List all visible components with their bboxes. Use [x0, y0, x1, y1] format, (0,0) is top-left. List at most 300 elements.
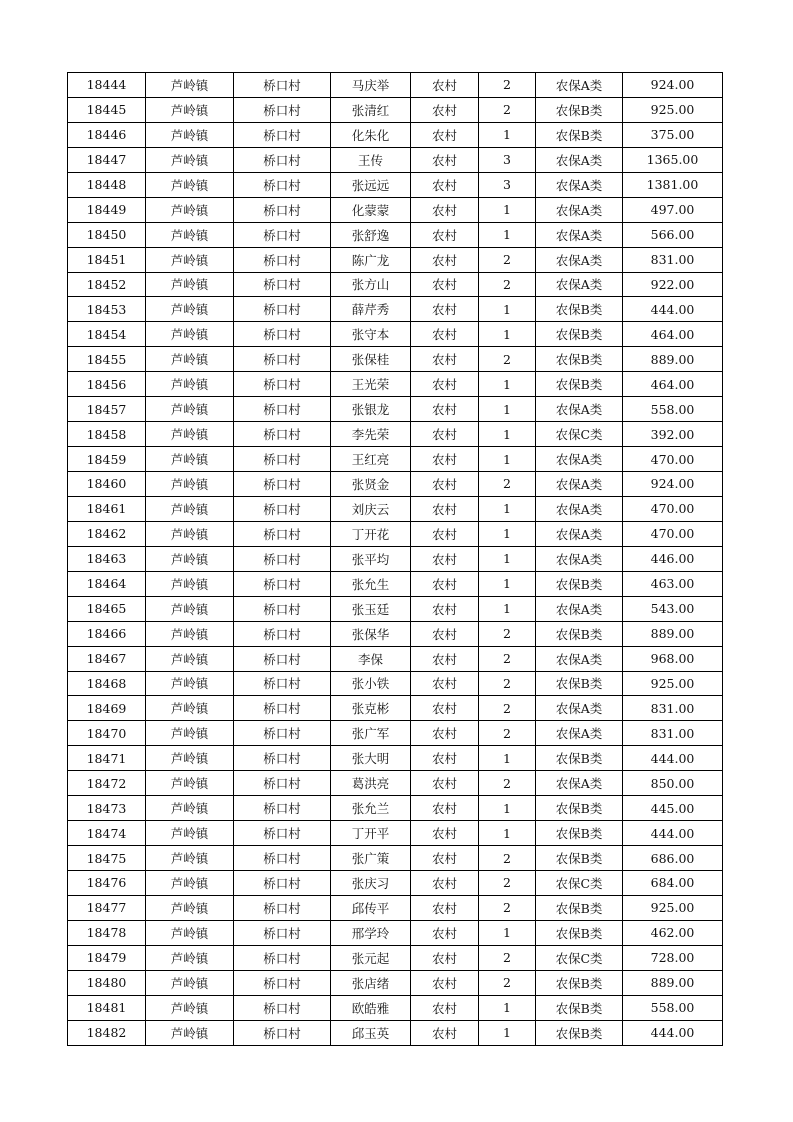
cell-category: 农保A类	[536, 721, 623, 746]
cell-category: 农保B类	[536, 821, 623, 846]
cell-id: 18470	[68, 721, 146, 746]
cell-amount: 831.00	[623, 721, 723, 746]
cell-town: 芦岭镇	[146, 496, 234, 521]
cell-name: 张广军	[331, 721, 411, 746]
table-row	[68, 895, 723, 920]
cell-id: 18445	[68, 97, 146, 122]
cell-name: 张银龙	[331, 397, 411, 422]
table-row	[68, 970, 723, 995]
cell-name: 张克彬	[331, 696, 411, 721]
cell-name: 王传	[331, 147, 411, 172]
cell-area-type: 农村	[411, 970, 479, 995]
table-row	[68, 571, 723, 596]
cell-amount: 831.00	[623, 696, 723, 721]
table-row	[68, 646, 723, 671]
cell-name: 邱传平	[331, 895, 411, 920]
cell-id: 18453	[68, 297, 146, 322]
cell-area-type: 农村	[411, 771, 479, 796]
cell-amount: 1381.00	[623, 172, 723, 197]
cell-count: 3	[479, 147, 536, 172]
cell-name: 张元起	[331, 945, 411, 970]
table-row	[68, 696, 723, 721]
cell-area-type: 农村	[411, 197, 479, 222]
cell-amount: 446.00	[623, 546, 723, 571]
table-row	[68, 1020, 723, 1045]
cell-id: 18457	[68, 397, 146, 422]
cell-area-type: 农村	[411, 122, 479, 147]
table-row	[68, 821, 723, 846]
cell-count: 1	[479, 796, 536, 821]
cell-town: 芦岭镇	[146, 945, 234, 970]
cell-name: 葛洪亮	[331, 771, 411, 796]
cell-name: 丁开花	[331, 521, 411, 546]
cell-town: 芦岭镇	[146, 621, 234, 646]
table-row	[68, 422, 723, 447]
cell-village: 桥口村	[234, 172, 331, 197]
cell-amount: 924.00	[623, 73, 723, 98]
cell-area-type: 农村	[411, 746, 479, 771]
cell-town: 芦岭镇	[146, 646, 234, 671]
cell-town: 芦岭镇	[146, 147, 234, 172]
cell-count: 2	[479, 73, 536, 98]
cell-area-type: 农村	[411, 696, 479, 721]
cell-village: 桥口村	[234, 621, 331, 646]
cell-area-type: 农村	[411, 322, 479, 347]
cell-town: 芦岭镇	[146, 846, 234, 871]
cell-village: 桥口村	[234, 945, 331, 970]
cell-amount: 444.00	[623, 746, 723, 771]
cell-category: 农保B类	[536, 796, 623, 821]
cell-id: 18474	[68, 821, 146, 846]
cell-area-type: 农村	[411, 297, 479, 322]
table-row	[68, 771, 723, 796]
cell-village: 桥口村	[234, 297, 331, 322]
cell-town: 芦岭镇	[146, 796, 234, 821]
cell-count: 2	[479, 871, 536, 896]
cell-area-type: 农村	[411, 671, 479, 696]
cell-id: 18471	[68, 746, 146, 771]
cell-village: 桥口村	[234, 871, 331, 896]
cell-village: 桥口村	[234, 796, 331, 821]
cell-town: 芦岭镇	[146, 197, 234, 222]
cell-count: 1	[479, 746, 536, 771]
cell-area-type: 农村	[411, 73, 479, 98]
cell-count: 1	[479, 995, 536, 1020]
cell-village: 桥口村	[234, 721, 331, 746]
table-row	[68, 995, 723, 1020]
cell-area-type: 农村	[411, 621, 479, 646]
cell-town: 芦岭镇	[146, 297, 234, 322]
cell-name: 张守本	[331, 322, 411, 347]
cell-id: 18476	[68, 871, 146, 896]
cell-amount: 464.00	[623, 322, 723, 347]
cell-category: 农保A类	[536, 247, 623, 272]
table-row	[68, 846, 723, 871]
cell-name: 陈广龙	[331, 247, 411, 272]
cell-town: 芦岭镇	[146, 970, 234, 995]
cell-id: 18448	[68, 172, 146, 197]
cell-category: 农保B类	[536, 846, 623, 871]
cell-village: 桥口村	[234, 97, 331, 122]
cell-amount: 375.00	[623, 122, 723, 147]
cell-name: 薛芹秀	[331, 297, 411, 322]
cell-village: 桥口村	[234, 920, 331, 945]
cell-count: 1	[479, 920, 536, 945]
cell-category: 农保A类	[536, 771, 623, 796]
cell-village: 桥口村	[234, 397, 331, 422]
cell-amount: 392.00	[623, 422, 723, 447]
cell-count: 2	[479, 970, 536, 995]
cell-amount: 889.00	[623, 347, 723, 372]
cell-count: 2	[479, 247, 536, 272]
cell-amount: 968.00	[623, 646, 723, 671]
cell-village: 桥口村	[234, 322, 331, 347]
cell-amount: 445.00	[623, 796, 723, 821]
cell-count: 1	[479, 546, 536, 571]
cell-category: 农保A类	[536, 496, 623, 521]
table-row	[68, 472, 723, 497]
table-row	[68, 521, 723, 546]
cell-town: 芦岭镇	[146, 895, 234, 920]
cell-village: 桥口村	[234, 646, 331, 671]
cell-count: 1	[479, 372, 536, 397]
cell-name: 张贤金	[331, 472, 411, 497]
cell-count: 1	[479, 496, 536, 521]
cell-id: 18463	[68, 546, 146, 571]
cell-category: 农保A类	[536, 546, 623, 571]
cell-village: 桥口村	[234, 746, 331, 771]
cell-amount: 464.00	[623, 372, 723, 397]
cell-amount: 558.00	[623, 995, 723, 1020]
table-row	[68, 596, 723, 621]
table-row	[68, 871, 723, 896]
cell-id: 18461	[68, 496, 146, 521]
cell-name: 张平均	[331, 546, 411, 571]
cell-town: 芦岭镇	[146, 222, 234, 247]
table-row	[68, 297, 723, 322]
cell-name: 张庆习	[331, 871, 411, 896]
cell-area-type: 农村	[411, 272, 479, 297]
table-row	[68, 372, 723, 397]
cell-area-type: 农村	[411, 846, 479, 871]
cell-town: 芦岭镇	[146, 272, 234, 297]
cell-area-type: 农村	[411, 821, 479, 846]
cell-town: 芦岭镇	[146, 422, 234, 447]
cell-category: 农保C类	[536, 945, 623, 970]
cell-village: 桥口村	[234, 995, 331, 1020]
data-table	[67, 72, 723, 1046]
cell-id: 18459	[68, 447, 146, 472]
cell-area-type: 农村	[411, 546, 479, 571]
cell-category: 农保B类	[536, 746, 623, 771]
cell-id: 18482	[68, 1020, 146, 1045]
table-row	[68, 147, 723, 172]
cell-area-type: 农村	[411, 447, 479, 472]
cell-amount: 497.00	[623, 197, 723, 222]
cell-amount: 831.00	[623, 247, 723, 272]
cell-name: 张店绪	[331, 970, 411, 995]
cell-amount: 1365.00	[623, 147, 723, 172]
table-row	[68, 496, 723, 521]
cell-count: 2	[479, 696, 536, 721]
cell-category: 农保B类	[536, 97, 623, 122]
cell-id: 18454	[68, 322, 146, 347]
table-row	[68, 73, 723, 98]
cell-count: 1	[479, 447, 536, 472]
cell-village: 桥口村	[234, 372, 331, 397]
cell-count: 1	[479, 322, 536, 347]
cell-id: 18460	[68, 472, 146, 497]
cell-amount: 922.00	[623, 272, 723, 297]
cell-amount: 684.00	[623, 871, 723, 896]
cell-count: 1	[479, 1020, 536, 1045]
cell-count: 2	[479, 472, 536, 497]
cell-count: 2	[479, 621, 536, 646]
cell-village: 桥口村	[234, 197, 331, 222]
cell-village: 桥口村	[234, 147, 331, 172]
cell-area-type: 农村	[411, 796, 479, 821]
cell-name: 张大明	[331, 746, 411, 771]
cell-count: 2	[479, 671, 536, 696]
cell-amount: 889.00	[623, 970, 723, 995]
cell-name: 李保	[331, 646, 411, 671]
cell-category: 农保A类	[536, 73, 623, 98]
cell-town: 芦岭镇	[146, 771, 234, 796]
cell-category: 农保A类	[536, 646, 623, 671]
cell-area-type: 农村	[411, 147, 479, 172]
cell-name: 张广策	[331, 846, 411, 871]
table-row	[68, 272, 723, 297]
cell-area-type: 农村	[411, 521, 479, 546]
cell-count: 1	[479, 571, 536, 596]
cell-village: 桥口村	[234, 496, 331, 521]
cell-name: 化蒙蒙	[331, 197, 411, 222]
cell-area-type: 农村	[411, 721, 479, 746]
cell-category: 农保C类	[536, 871, 623, 896]
cell-category: 农保A类	[536, 272, 623, 297]
cell-category: 农保B类	[536, 621, 623, 646]
cell-area-type: 农村	[411, 397, 479, 422]
cell-amount: 444.00	[623, 297, 723, 322]
cell-id: 18452	[68, 272, 146, 297]
cell-id: 18451	[68, 247, 146, 272]
cell-town: 芦岭镇	[146, 871, 234, 896]
cell-category: 农保C类	[536, 422, 623, 447]
cell-amount: 566.00	[623, 222, 723, 247]
cell-amount: 470.00	[623, 447, 723, 472]
cell-village: 桥口村	[234, 247, 331, 272]
cell-category: 农保A类	[536, 696, 623, 721]
cell-village: 桥口村	[234, 596, 331, 621]
cell-id: 18467	[68, 646, 146, 671]
table-row	[68, 172, 723, 197]
cell-id: 18456	[68, 372, 146, 397]
table-row	[68, 322, 723, 347]
cell-amount: 925.00	[623, 895, 723, 920]
cell-amount: 686.00	[623, 846, 723, 871]
cell-name: 王光荣	[331, 372, 411, 397]
cell-village: 桥口村	[234, 521, 331, 546]
cell-id: 18479	[68, 945, 146, 970]
cell-area-type: 农村	[411, 596, 479, 621]
cell-id: 18481	[68, 995, 146, 1020]
cell-village: 桥口村	[234, 895, 331, 920]
cell-name: 张舒逸	[331, 222, 411, 247]
cell-id: 18478	[68, 920, 146, 945]
cell-name: 张允兰	[331, 796, 411, 821]
cell-count: 2	[479, 272, 536, 297]
cell-category: 农保A类	[536, 447, 623, 472]
cell-count: 1	[479, 821, 536, 846]
cell-village: 桥口村	[234, 422, 331, 447]
cell-area-type: 农村	[411, 945, 479, 970]
cell-town: 芦岭镇	[146, 920, 234, 945]
cell-amount: 470.00	[623, 496, 723, 521]
cell-id: 18475	[68, 846, 146, 871]
table-row	[68, 721, 723, 746]
cell-amount: 470.00	[623, 521, 723, 546]
cell-name: 欧皓雅	[331, 995, 411, 1020]
cell-category: 农保A类	[536, 521, 623, 546]
cell-town: 芦岭镇	[146, 995, 234, 1020]
cell-id: 18450	[68, 222, 146, 247]
table-row	[68, 122, 723, 147]
cell-id: 18466	[68, 621, 146, 646]
cell-category: 农保B类	[536, 671, 623, 696]
cell-id: 18446	[68, 122, 146, 147]
cell-village: 桥口村	[234, 447, 331, 472]
cell-town: 芦岭镇	[146, 696, 234, 721]
cell-id: 18462	[68, 521, 146, 546]
cell-village: 桥口村	[234, 1020, 331, 1045]
cell-town: 芦岭镇	[146, 1020, 234, 1045]
cell-id: 18472	[68, 771, 146, 796]
cell-village: 桥口村	[234, 771, 331, 796]
cell-count: 2	[479, 846, 536, 871]
cell-count: 1	[479, 197, 536, 222]
cell-category: 农保A类	[536, 397, 623, 422]
cell-count: 1	[479, 397, 536, 422]
cell-name: 张玉廷	[331, 596, 411, 621]
table-row	[68, 796, 723, 821]
cell-village: 桥口村	[234, 272, 331, 297]
table-row	[68, 671, 723, 696]
cell-name: 邱玉英	[331, 1020, 411, 1045]
cell-name: 张保华	[331, 621, 411, 646]
cell-village: 桥口村	[234, 696, 331, 721]
cell-count: 2	[479, 721, 536, 746]
cell-name: 马庆举	[331, 73, 411, 98]
cell-amount: 889.00	[623, 621, 723, 646]
cell-area-type: 农村	[411, 472, 479, 497]
cell-area-type: 农村	[411, 347, 479, 372]
cell-name: 张远远	[331, 172, 411, 197]
cell-town: 芦岭镇	[146, 347, 234, 372]
cell-amount: 463.00	[623, 571, 723, 596]
cell-category: 农保A类	[536, 172, 623, 197]
table-row	[68, 621, 723, 646]
cell-category: 农保B类	[536, 322, 623, 347]
cell-town: 芦岭镇	[146, 122, 234, 147]
table-body	[68, 73, 723, 1046]
cell-name: 张方山	[331, 272, 411, 297]
cell-town: 芦岭镇	[146, 821, 234, 846]
table-row	[68, 197, 723, 222]
cell-name: 张清红	[331, 97, 411, 122]
cell-count: 1	[479, 422, 536, 447]
cell-town: 芦岭镇	[146, 172, 234, 197]
cell-area-type: 农村	[411, 571, 479, 596]
cell-name: 邢学玲	[331, 920, 411, 945]
cell-category: 农保A类	[536, 596, 623, 621]
cell-area-type: 农村	[411, 1020, 479, 1045]
cell-village: 桥口村	[234, 73, 331, 98]
cell-amount: 558.00	[623, 397, 723, 422]
cell-village: 桥口村	[234, 821, 331, 846]
cell-category: 农保A类	[536, 472, 623, 497]
cell-id: 18468	[68, 671, 146, 696]
cell-name: 丁开平	[331, 821, 411, 846]
cell-town: 芦岭镇	[146, 546, 234, 571]
cell-name: 张保桂	[331, 347, 411, 372]
cell-category: 农保B类	[536, 1020, 623, 1045]
cell-category: 农保B类	[536, 920, 623, 945]
cell-village: 桥口村	[234, 347, 331, 372]
cell-category: 农保B类	[536, 297, 623, 322]
cell-area-type: 农村	[411, 995, 479, 1020]
cell-area-type: 农村	[411, 97, 479, 122]
table-row	[68, 920, 723, 945]
cell-area-type: 农村	[411, 646, 479, 671]
cell-id: 18444	[68, 73, 146, 98]
cell-amount: 444.00	[623, 821, 723, 846]
cell-count: 2	[479, 646, 536, 671]
cell-id: 18465	[68, 596, 146, 621]
cell-id: 18480	[68, 970, 146, 995]
cell-count: 1	[479, 297, 536, 322]
cell-area-type: 农村	[411, 871, 479, 896]
cell-count: 1	[479, 222, 536, 247]
cell-name: 张小铁	[331, 671, 411, 696]
cell-village: 桥口村	[234, 846, 331, 871]
cell-amount: 850.00	[623, 771, 723, 796]
cell-area-type: 农村	[411, 895, 479, 920]
cell-area-type: 农村	[411, 496, 479, 521]
cell-count: 3	[479, 172, 536, 197]
cell-town: 芦岭镇	[146, 447, 234, 472]
cell-category: 农保B类	[536, 995, 623, 1020]
cell-category: 农保B类	[536, 372, 623, 397]
cell-name: 刘庆云	[331, 496, 411, 521]
cell-town: 芦岭镇	[146, 97, 234, 122]
cell-id: 18449	[68, 197, 146, 222]
table-row	[68, 746, 723, 771]
cell-count: 1	[479, 596, 536, 621]
cell-amount: 543.00	[623, 596, 723, 621]
cell-area-type: 农村	[411, 172, 479, 197]
cell-town: 芦岭镇	[146, 322, 234, 347]
cell-amount: 728.00	[623, 945, 723, 970]
table-row	[68, 397, 723, 422]
table-row	[68, 97, 723, 122]
cell-count: 1	[479, 521, 536, 546]
cell-town: 芦岭镇	[146, 472, 234, 497]
cell-town: 芦岭镇	[146, 372, 234, 397]
table-row	[68, 247, 723, 272]
cell-amount: 444.00	[623, 1020, 723, 1045]
cell-id: 18464	[68, 571, 146, 596]
cell-name: 李先荣	[331, 422, 411, 447]
